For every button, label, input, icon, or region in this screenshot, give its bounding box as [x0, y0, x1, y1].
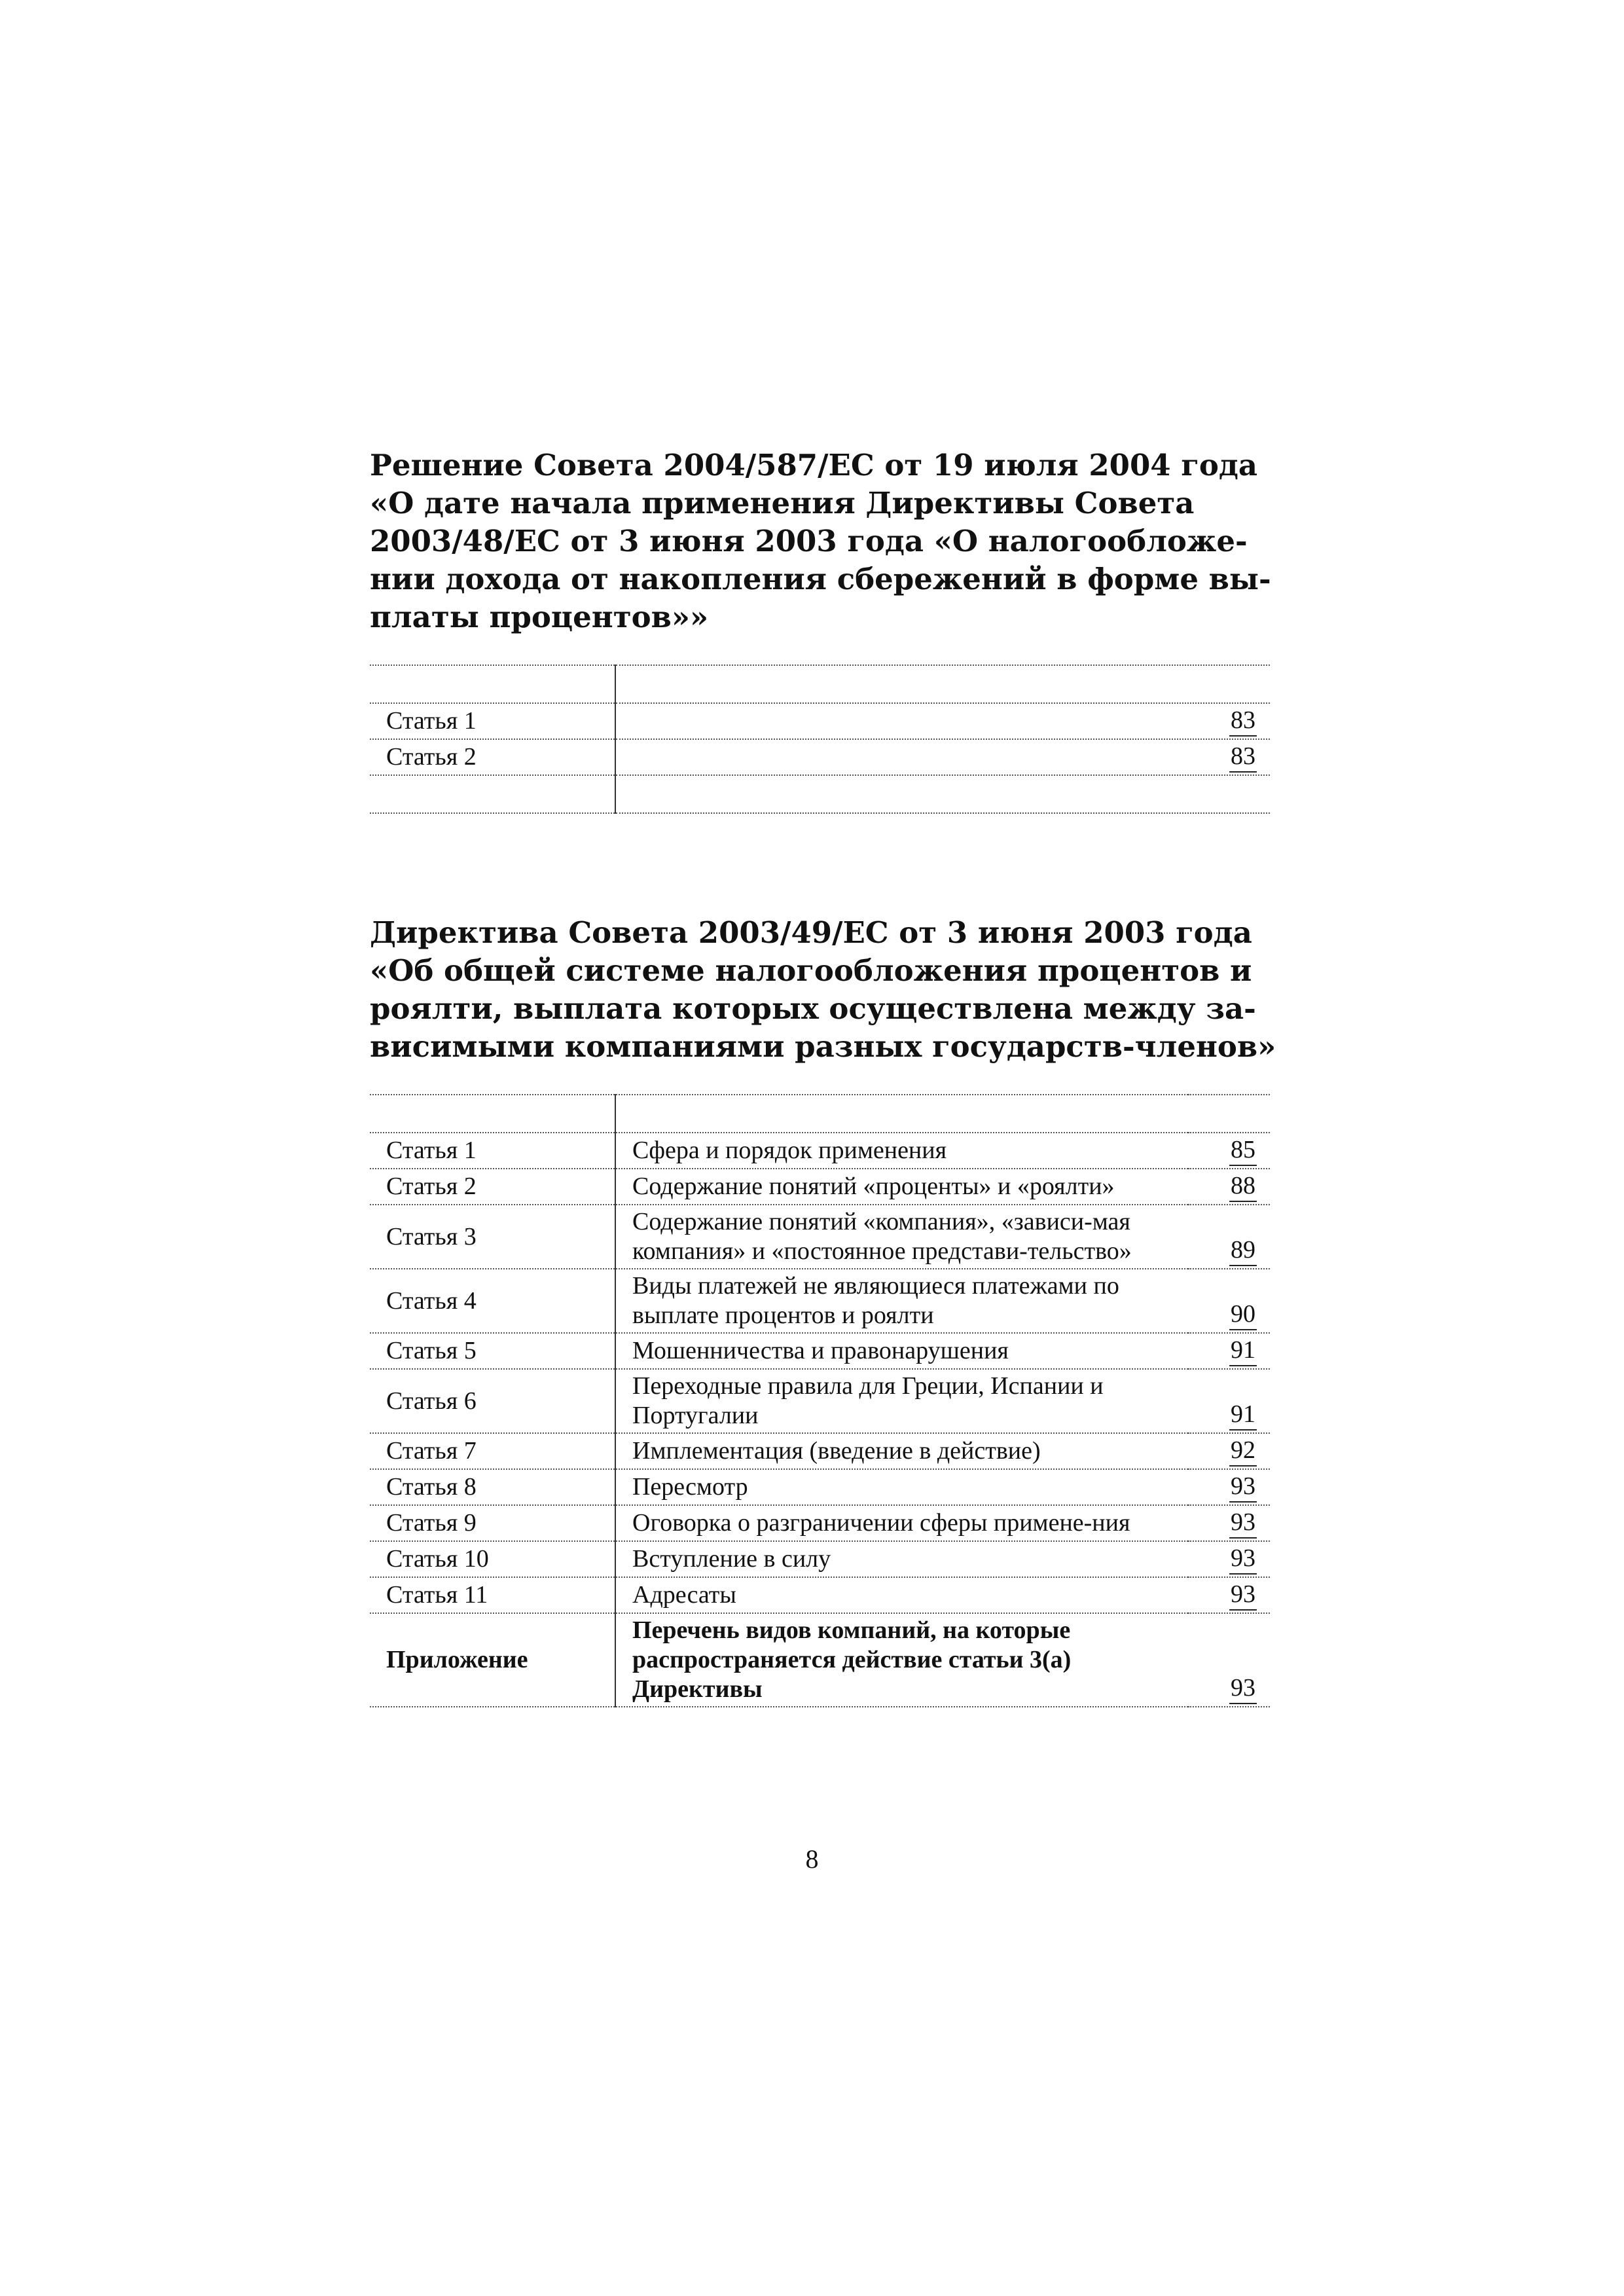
table-row [370, 1133, 1270, 1169]
page-number-ref: 93 [1229, 1472, 1257, 1503]
title-cell: Переходные правила для Греции, Испании и Португалии [615, 1369, 1188, 1433]
title-cell: Содержание понятий «компания», «зависи-мая компания» и «постоянное представи-тельство» [615, 1205, 1188, 1269]
page-cell [1188, 1369, 1270, 1433]
page-number: 8 [805, 1844, 819, 1874]
page-number-ref: 85 [1229, 1135, 1257, 1166]
title-cell: Вступление в силу [615, 1541, 1188, 1577]
section1-heading [370, 446, 1276, 636]
heading-line: 2003/48/ЕС от 3 июня 2003 года «О налогообложе- [370, 524, 1248, 558]
page-number-ref: 93 [1229, 1673, 1257, 1704]
article-cell: Статья 1 [370, 703, 615, 739]
table-spacer-row [370, 1095, 1270, 1133]
table-row [370, 1333, 1270, 1369]
table-row [370, 1505, 1270, 1541]
heading-line: роялти, выплата которых осуществлена между за- [370, 991, 1256, 1026]
page-number-ref: 90 [1229, 1300, 1257, 1330]
page-cell [615, 703, 1270, 739]
table-row [370, 703, 1270, 739]
title-cell: Имплементация (введение в действие) [615, 1433, 1188, 1469]
article-cell: Статья 8 [370, 1469, 615, 1505]
heading-line: нии дохода от накопления сбережений в форме вы- [370, 562, 1271, 596]
article-cell: Статья 3 [370, 1205, 615, 1269]
page-number-ref: 89 [1229, 1235, 1257, 1266]
page-cell [1188, 1133, 1270, 1169]
page-cell [1188, 1577, 1270, 1613]
table-row [370, 1469, 1270, 1505]
article-cell: Статья 1 [370, 1133, 615, 1169]
table-row [370, 1613, 1270, 1707]
page-number-ref: 91 [1229, 1336, 1257, 1366]
section1-toc-table [370, 665, 1270, 814]
page-number-ref: 88 [1229, 1171, 1257, 1202]
table-row [370, 739, 1270, 775]
table-row [370, 1577, 1270, 1613]
table-spacer-row [370, 665, 1270, 703]
article-cell: Статья 7 [370, 1433, 615, 1469]
heading-line: Решение Совета 2004/587/ЕС от 19 июля 2004 года [370, 448, 1257, 483]
table-row [370, 1541, 1270, 1577]
table-spacer-row [370, 775, 1270, 813]
article-cell: Статья 2 [370, 739, 615, 775]
article-cell: Статья 4 [370, 1269, 615, 1333]
title-cell: Мошенничества и правонарушения [615, 1333, 1188, 1369]
page-number-ref: 93 [1229, 1544, 1257, 1575]
heading-line: Директива Совета 2003/49/ЕС от 3 июня 2003 года [370, 915, 1252, 950]
article-cell: Статья 11 [370, 1577, 615, 1613]
page-cell [1188, 1541, 1270, 1577]
title-cell: Виды платежей не являющиеся платежами по выплате процентов и роялти [615, 1269, 1188, 1333]
section2-heading [370, 914, 1276, 1066]
page-cell [615, 739, 1270, 775]
page-cell [1188, 1433, 1270, 1469]
heading-line: висимыми компаниями разных государств-членов» [370, 1029, 1276, 1064]
title-cell: Сфера и порядок применения [615, 1133, 1188, 1169]
page-cell [1188, 1505, 1270, 1541]
article-cell: Приложение [370, 1613, 615, 1707]
article-cell: Статья 5 [370, 1333, 615, 1369]
article-cell: Статья 6 [370, 1369, 615, 1433]
page-number-ref: 92 [1229, 1436, 1257, 1467]
page-number-ref: 83 [1229, 706, 1257, 737]
table-row [370, 1205, 1270, 1269]
page-number-ref: 83 [1229, 742, 1257, 773]
heading-line: «Об общей системе налогообложения процентов и [370, 953, 1252, 988]
page-number-ref: 93 [1229, 1580, 1257, 1611]
page-cell [1188, 1333, 1270, 1369]
title-cell: Адресаты [615, 1577, 1188, 1613]
table-row [370, 1269, 1270, 1333]
article-cell: Статья 2 [370, 1169, 615, 1205]
heading-line: «О дате начала применения Директивы Совета [370, 486, 1195, 520]
table-row [370, 1433, 1270, 1469]
table-row [370, 1169, 1270, 1205]
table-row [370, 1369, 1270, 1433]
title-cell: Перечень видов компаний, на которые распространяется действие статьи 3(а) Директивы [615, 1613, 1188, 1707]
page-number-ref: 93 [1229, 1508, 1257, 1539]
page-cell [1188, 1613, 1270, 1707]
article-cell: Статья 9 [370, 1505, 615, 1541]
title-cell: Пересмотр [615, 1469, 1188, 1505]
page-cell [1188, 1269, 1270, 1333]
page-number-ref: 91 [1229, 1400, 1257, 1430]
heading-line: платы процентов»» [370, 600, 709, 634]
page-cell [1188, 1469, 1270, 1505]
article-cell: Статья 10 [370, 1541, 615, 1577]
section2-toc-table [370, 1094, 1270, 1707]
title-cell: Оговорка о разграничении сферы примене-ния [615, 1505, 1188, 1541]
title-cell: Содержание понятий «проценты» и «роялти» [615, 1169, 1188, 1205]
page-cell [1188, 1169, 1270, 1205]
page-cell [1188, 1205, 1270, 1269]
